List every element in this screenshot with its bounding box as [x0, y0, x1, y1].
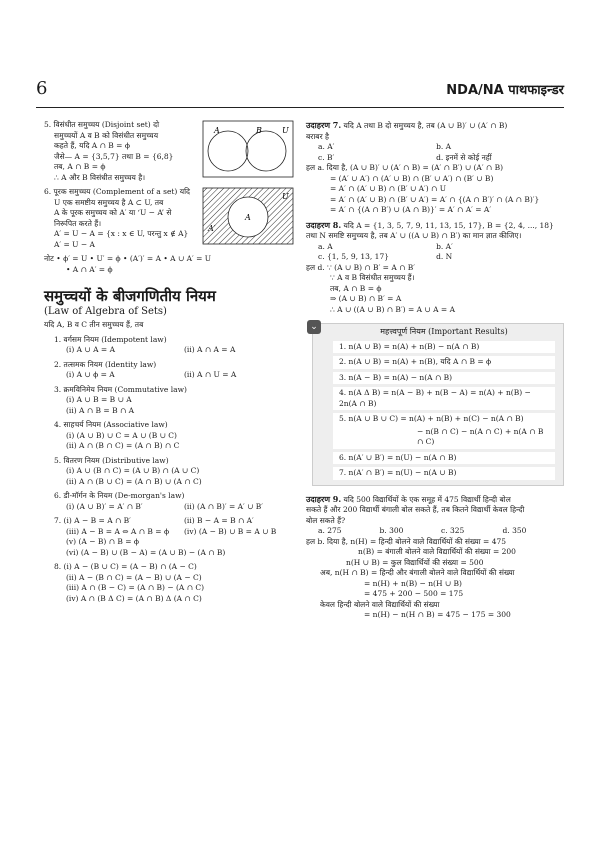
complement-set-title: 6. पूरक समुच्चय (Complement of a set) यदि [44, 187, 191, 196]
option-b: b. A′ [436, 241, 453, 251]
law-item: (ii) A ∩ U = A [184, 370, 237, 379]
law-item: (i) A ∪ ϕ = A [66, 370, 115, 379]
chevron-down-icon: ⌄ [307, 320, 321, 334]
law-item: (vi) (A − B) ∪ (B − A) = (A ∪ B) − (A ∩ B) [66, 547, 226, 557]
solution-line: n(H ∪ B) = कुल विद्यार्थियों की संख्या = 500 [346, 557, 484, 567]
example-label: उदाहरण 7. [306, 120, 342, 130]
law-item: (ii) A ∩ A = A [184, 345, 236, 354]
option-d: d. इनमें से कोई नहीं [436, 152, 492, 162]
venn-label-b: B [256, 126, 262, 135]
law-title: 1. वर्गसम नियम (Idempotent law) [54, 334, 167, 344]
example-question-cont: सकते हैं और 200 विद्यार्थी बंगाली बोल सकते हैं, तब कितने विद्यार्थी केवल हिन्दी [306, 505, 525, 514]
text-line: ∴ A और B विसंधीत समुच्चय है। [54, 172, 146, 182]
solution-line: हल a. दिया है, (A ∪ B)′ ∪ (A′ ∩ B) = (A′ ∩ B′) ∪ (A′ ∩ B) [306, 163, 504, 172]
option-b: b. 300 [379, 526, 404, 535]
right-column [306, 120, 564, 625]
result-row: 3. n(A − B) = n(A) − n(A ∩ B) [333, 372, 555, 385]
example-question-cont: बराबर है [306, 131, 330, 141]
example-7 [306, 120, 564, 216]
text-line: जैसे— A = {3,5,7} तथा B = {6,8} [54, 151, 174, 161]
section-subheading: (Law of Algebra of Sets) [44, 306, 167, 317]
example-question-cont: तथा N समष्टि समुच्चय है, तब A′ ∪ ((A ∪ B) ∩ B′) का मान ज्ञात कीजिए। [306, 231, 522, 240]
section-heading: समुच्चयों के बीजगणितीय नियम [44, 287, 216, 305]
solution-line: = A′ ∩ {(A ∩ B′) ∪ (A ∩ B)}′ = A′ ∩ A′ = A′ [330, 205, 492, 214]
example-label: उदाहरण 9. [306, 493, 342, 504]
law-item: (i) A ∪ B = B ∪ A [66, 395, 132, 404]
section-intro: यदि A, B व C तीन समुच्चय हैं, तब [44, 320, 144, 329]
law-item: (i) A ∪ (B ∩ C) = (A ∪ B) ∩ (A ∪ C) [66, 466, 200, 475]
law-title: 4. साहचर्य नियम (Associative law) [54, 420, 168, 429]
law-commutative [44, 385, 294, 417]
law-title: 3. क्रमविनिमेय नियम (Commutative law) [54, 384, 187, 394]
text-line: समुच्चयों A व B को विसंधीत समुच्चय [54, 130, 159, 140]
option-a: a. A′ [318, 142, 335, 151]
law-item: (i) (A ∪ B)′ = A′ ∩ B′ [66, 501, 143, 511]
text-line: तब, A ∩ B = ϕ [54, 162, 106, 171]
solution-line: हल d. ∵ (A ∪ B) ∩ B′ = A ∩ B′ [306, 262, 416, 272]
example-8 [306, 220, 564, 316]
solution-line: = n(H) + n(B) − n(H ∪ B) [364, 578, 462, 588]
disjoint-sets-venn-diagram [202, 120, 294, 178]
venn-label-a: A [245, 213, 251, 222]
venn-label-u: U [282, 192, 289, 201]
option-a: a. 275 [318, 526, 342, 535]
solution-line: केवल हिन्दी बोलने वाले विद्यार्थियों की संख्या [320, 599, 440, 609]
text-line: A के पूरक समुच्चय को A′ या ‘U − A’ से [54, 208, 172, 217]
text-line: A′ = U − A = {x : x ∈ U, परन्तु x ∉ A} [54, 229, 189, 238]
law-title: 5. वितरण नियम (Distributive law) [54, 455, 169, 465]
example-question: यदि A तथा B दो समुच्चय है, तब (A ∪ B)′ ∪ (A′ ∩ B) [343, 121, 508, 130]
law-demorgan [44, 491, 294, 512]
note-block [44, 254, 294, 275]
important-results-title: महत्त्वपूर्ण नियम (Important Results) [380, 327, 508, 336]
solution-line: ∵ A व B विसंधीत समुच्चय हैं। [330, 273, 415, 282]
left-column [44, 120, 294, 608]
text-line: निरूपित करते हैं। [54, 218, 102, 228]
law-item: 7. (i) A − B = A ∩ B′ [54, 516, 131, 525]
result-row: 5. n(A ∪ B ∪ C) = n(A) + n(B) + n(C) − n(A ∩ B) [333, 413, 555, 426]
venn-label-u: U [282, 126, 289, 135]
option-c: c. 325 [441, 526, 465, 535]
law-idempotent [44, 335, 294, 356]
law-item: 8. (i) A − (B ∪ C) = (A − B) ∩ (A − C) [54, 562, 197, 571]
solution-line: = n(H) − n(H ∩ B) = 475 − 175 = 300 [364, 610, 511, 619]
page-header [36, 78, 564, 108]
text-line: कहते हैं, यदि A ∩ B = ϕ [54, 141, 130, 150]
solution-line: n(B) = बंगाली बोलने वाले विद्यार्थियों की संख्या = 200 [358, 547, 516, 556]
note-line: नोट • ϕ′ = U • U′ = ϕ • (A′)′ = A • A ∪ A′ = U [44, 254, 212, 263]
solution-line: तब, A ∩ B = ϕ [330, 283, 382, 293]
law-item: (iv) A ∩ (B Δ C) = (A ∩ B) Δ (A ∩ C) [66, 593, 202, 603]
law-item: (iii) A ∩ (B − C) = (A ∩ B) − (A ∩ C) [66, 583, 205, 592]
law-set-operations [44, 562, 294, 604]
law-item: (ii) A ∩ (B ∪ C) = (A ∩ B) ∪ (A ∩ C) [66, 476, 202, 486]
result-row-cont: − n(B ∩ C) − n(A ∩ C) + n(A ∩ B ∩ C) [333, 426, 555, 449]
law-title: 6. डी-मॉर्गन के नियम (De-morgan's law) [54, 491, 185, 500]
option-b: b. A [436, 142, 452, 151]
solution-line: अब, n(H ∩ B) = हिन्दी और बंगाली बोलने वाले विद्यार्थियों की संख्या [320, 568, 515, 577]
law-identity [44, 360, 294, 381]
law-item: (ii) (A ∩ B)′ = A′ ∪ B′ [184, 501, 264, 511]
result-row: 1. n(A ∪ B) = n(A) + n(B) − n(A ∩ B) [333, 341, 555, 354]
example-question: यदि 500 विद्यार्थियों के एक समूह में 475 विद्यार्थी हिन्दी बोल [343, 494, 511, 504]
solution-line: ∴ A ∪ ((A ∪ B) ∩ B′) = A ∪ A = A [330, 304, 455, 314]
option-c: c. B′ [318, 152, 335, 162]
text-line: A′ = U − A [54, 239, 95, 249]
law-item: (ii) A ∩ (B ∩ C) = (A ∩ B) ∩ C [66, 441, 180, 450]
book-title: NDA/NA पाथफाइन्डर [446, 83, 564, 98]
solution-line: = 475 + 200 − 500 = 175 [364, 589, 464, 598]
result-row: 2. n(A ∪ B) = n(A) + n(B), यदि A ∩ B = ϕ [333, 356, 555, 369]
venn-label-a: A [214, 126, 220, 135]
option-d: d. N [436, 252, 453, 261]
solution-line: हल b. दिया है, n(H) = हिन्दी बोलने वाले विद्यार्थियों की संख्या = 475 [306, 536, 507, 546]
complement-venn-diagram [202, 187, 294, 245]
note-line: • A ∩ A′ = ϕ [66, 264, 113, 274]
example-question: यदि A = {1, 3, 5, 7, 9, 11, 13, 15, 17}, B = {2, 4, ..., 18} [343, 220, 554, 230]
solution-line: = (A′ ∪ A′) ∩ (A′ ∪ B) ∩ (B′ ∪ A′) ∩ (B′ ∪ B) [330, 173, 494, 183]
option-a: a. A [318, 241, 333, 251]
law-item: (iii) A − B = A ⇔ A ∩ B = ϕ [66, 526, 170, 536]
law-associative [44, 420, 294, 452]
law-item: (iv) (A − B) ∪ B = A ∪ B [184, 526, 277, 536]
law-item: (ii) B − A = B ∩ A′ [184, 516, 254, 525]
text-line: U एक समष्टीय समुच्चय है A ⊂ U, तब [54, 197, 164, 207]
result-row: 6. n(A′ ∪ B′) = n(U) − n(A ∩ B) [333, 452, 555, 465]
solution-line: = A′ ∩ (A′ ∪ B) ∩ (B′ ∪ A′) ∩ U [330, 184, 447, 193]
solution-line: = A′ ∩ (A′ ∪ B) ∩ (B′ ∪ A′) = A′ ∩ {(A ∩ B′)′ ∩ (A ∩ B)′} [330, 194, 540, 204]
page-number: 6 [36, 78, 48, 99]
law-title: 2. तत्समक नियम (Identity law) [54, 359, 157, 369]
result-row: 4. n(A Δ B) = n(A − B) + n(B − A) = n(A) + n(B) − 2n(A ∩ B) [333, 387, 555, 410]
law-item: (ii) A − (B ∩ C) = (A − B) ∪ (A − C) [66, 572, 202, 582]
complement-set-block [44, 187, 294, 250]
solution-line: ⇒ (A ∪ B) ∩ B′ = A [330, 294, 402, 303]
option-c: c. {1, 5, 9, 13, 17} [318, 252, 389, 261]
example-9 [306, 494, 564, 621]
option-d: d. 350 [502, 526, 527, 535]
law-item: (v) (A − B) ∩ B = ϕ [66, 537, 140, 546]
law-item: (i) (A ∪ B) ∪ C = A ∪ (B ∪ C) [66, 430, 177, 440]
disjoint-set-block [44, 120, 294, 183]
law-distributive [44, 456, 294, 488]
law-item: (ii) A ∩ B = B ∩ A [66, 405, 135, 415]
important-results-box [312, 323, 564, 486]
result-row: 7. n(A′ ∩ B′) = n(U) − n(A ∪ B) [333, 467, 555, 480]
disjoint-set-title: 5. विसंधीत समुच्चय (Disjoint set) दो [44, 120, 160, 129]
venn-label-a-prime: A′ [208, 224, 216, 233]
law-item: (i) A ∪ A = A [66, 345, 115, 354]
example-question-cont: बोल सकते हैं? [306, 515, 346, 525]
example-label: उदाहरण 8. [306, 219, 342, 230]
law-difference [44, 516, 294, 558]
